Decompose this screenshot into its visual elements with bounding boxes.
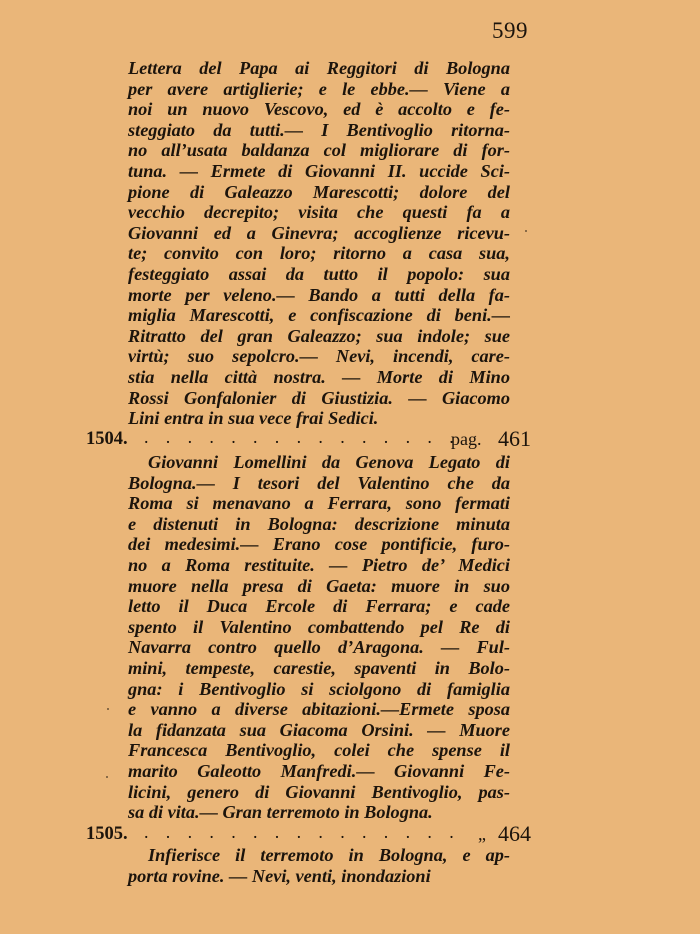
text-line: Rossi Gonfalonier di Giustizia. — Giacomo xyxy=(128,387,510,408)
text-line: Giovanni ed a Ginevra; accoglienze ricevu- xyxy=(128,222,510,243)
paper-speck xyxy=(525,230,527,232)
text-line: tuna. — Ermete di Giovanni II. uccide Sci- xyxy=(128,161,510,181)
text-line: stia nella città nostra. — Morte di Mino xyxy=(128,367,510,387)
text-line: sa di vita.— Gran terremoto in Bologna. xyxy=(128,802,433,823)
year-label: 1504. xyxy=(86,429,128,449)
paper-speck xyxy=(107,708,109,710)
text-line: Lettera del Papa ai Reggitori di Bologna xyxy=(128,58,510,78)
leader-dots: . . . . . . . . . . . . . . . xyxy=(144,822,461,842)
text-line: Navarra contro quello d’Aragona. — Ful- xyxy=(128,637,510,658)
text-line: Roma si menavano a Ferrara, sono fermati xyxy=(128,493,510,514)
text-line: festeggiato assai da tutto il popolo: sua xyxy=(128,264,510,284)
page-reference: 464 xyxy=(498,821,531,846)
page-number: 599 xyxy=(492,18,528,43)
text-line: mini, tempeste, carestie, spaventi in Bolo- xyxy=(128,658,510,678)
text-line: dei medesimi.— Erano cose pontificie, furo- xyxy=(128,534,510,555)
text-line: e distenuti in Bologna: descrizione minuta xyxy=(128,513,510,534)
text-line: steggiato da tutti.— I Bentivoglio ritorna- xyxy=(128,119,510,140)
text-line: Ritratto del gran Galeazzo; sua indole; sue xyxy=(128,325,510,346)
text-line: noi un nuovo Vescovo, ed è accolto e fe- xyxy=(128,99,510,120)
text-line: Bologna.— I tesori del Valentino che da xyxy=(128,472,510,493)
text-line: no a Roma restituite. — Pietro de’ Medici xyxy=(128,555,510,575)
leader-dots: . . . . . . . . . . . . . . . xyxy=(144,427,461,447)
text-line: Infierisce il terremoto in Bologna, e ap- xyxy=(148,845,510,865)
text-line: la fidanzata sua Giacoma Orsini. — Muore xyxy=(128,719,510,740)
text-line: muore nella presa di Gaeta: muore in suo xyxy=(128,575,510,596)
text-line: Giovanni Lomellini da Genova Legato di xyxy=(148,452,510,472)
text-line: gna: i Bentivoglio si sciolgono di famiglia xyxy=(128,678,510,699)
paper-speck xyxy=(106,776,108,778)
text-line: morte per veleno.— Bando a tutti della fa- xyxy=(128,284,510,305)
text-line: porta rovine. — Nevi, venti, inondazioni xyxy=(128,865,431,886)
page-label: pag. xyxy=(451,429,482,449)
text-line: pione di Galeazzo Marescotti; dolore del xyxy=(128,181,510,202)
year-label: 1505. xyxy=(86,824,128,844)
text-line: spento il Valentino combattendo pel Re di xyxy=(128,616,510,637)
text-line: letto il Duca Ercole di Ferrara; e cade xyxy=(128,596,510,617)
text-line: marito Galeotto Manfredi.— Giovanni Fe- xyxy=(128,761,510,781)
year-heading-1504 xyxy=(86,426,548,453)
text-line: te; convito con loro; ritorno a casa sua, xyxy=(128,243,510,264)
text-line: licini, genero di Giovanni Bentivoglio, pas- xyxy=(128,781,510,802)
text-line: Francesca Bentivoglio, colei che spense il xyxy=(128,740,510,761)
text-line: per avere artiglierie; e le ebbe.— Viene a xyxy=(128,78,510,99)
text-line: Lini entra in sua vece frai Sedici. xyxy=(128,408,379,429)
text-line: no all’usata baldanza col migliorare di for- xyxy=(128,140,510,161)
text-line: virtù; suo sepolcro.— Nevi, incendi, care- xyxy=(128,346,510,367)
text-line: e vanno a diverse abitazioni.—Ermete sposa xyxy=(128,699,510,720)
text-line: miglia Marescotti, e confiscazione di beni.— xyxy=(128,305,510,326)
page-reference: 461 xyxy=(498,426,531,451)
text-line: vecchio decrepito; visita che questi fa a xyxy=(128,202,510,223)
page-label: „ xyxy=(478,824,486,844)
